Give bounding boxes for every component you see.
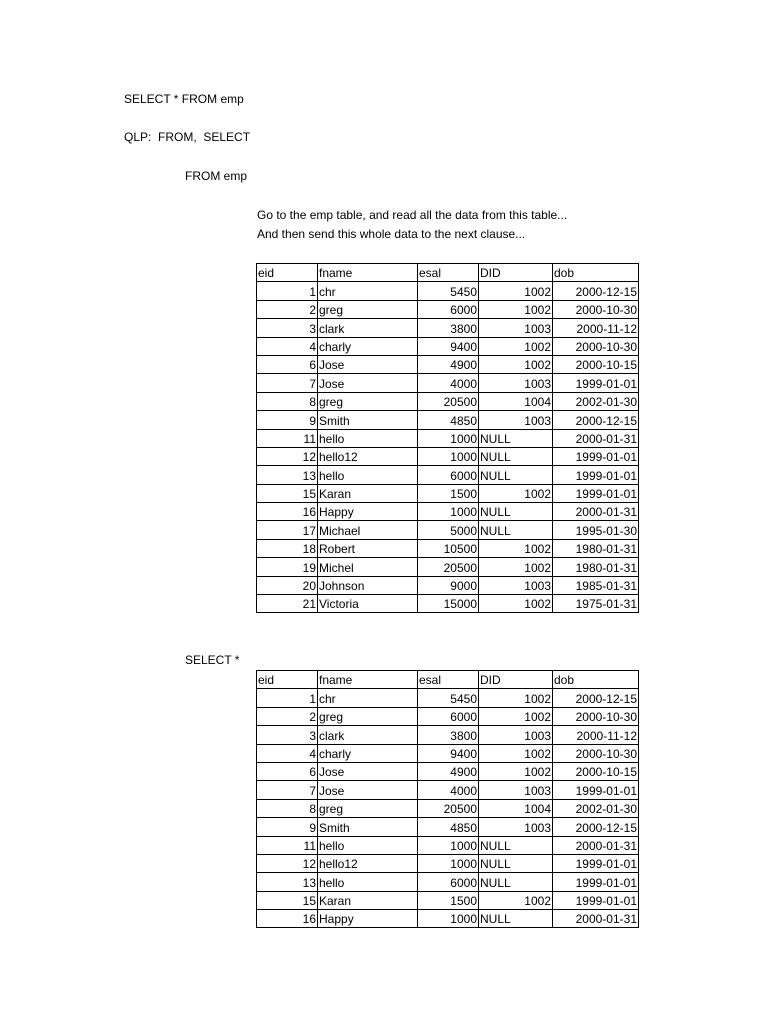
cell-did: 1002 — [479, 300, 553, 318]
table-row — [257, 836, 639, 854]
cell-fname: greg — [318, 300, 418, 318]
table-row — [257, 282, 639, 300]
cell-dob: 1975-01-31 — [553, 595, 639, 613]
table-row — [257, 707, 639, 725]
cell-eid: 6 — [257, 355, 318, 373]
cell-dob: 2000-10-30 — [553, 300, 639, 318]
cell-did: 1003 — [479, 781, 553, 799]
cell-did: NULL — [479, 447, 553, 465]
cell-fname: Victoria — [318, 595, 418, 613]
cell-esal: 1000 — [418, 429, 479, 447]
cell-eid: 12 — [257, 447, 318, 465]
cell-dob: 2002-01-30 — [553, 392, 639, 410]
cell-fname: Michael — [318, 521, 418, 539]
cell-fname: hello12 — [318, 447, 418, 465]
cell-eid: 3 — [257, 726, 318, 744]
cell-esal: 9400 — [418, 337, 479, 355]
table-row — [257, 799, 639, 817]
table-row — [257, 689, 639, 707]
cell-dob: 2000-11-12 — [553, 319, 639, 337]
table-row — [257, 484, 639, 502]
cell-esal: 3800 — [418, 726, 479, 744]
cell-fname: hello — [318, 466, 418, 484]
cell-fname: Karan — [318, 891, 418, 909]
cell-fname: hello — [318, 429, 418, 447]
cell-did: NULL — [479, 836, 553, 854]
cell-fname: hello12 — [318, 854, 418, 872]
cell-eid: 18 — [257, 539, 318, 557]
cell-fname: Jose — [318, 781, 418, 799]
cell-esal: 1000 — [418, 447, 479, 465]
column-header-eid: eid — [257, 264, 318, 282]
cell-dob: 2000-12-15 — [553, 818, 639, 836]
cell-dob: 2000-12-15 — [553, 689, 639, 707]
column-header-did: DID — [479, 671, 553, 689]
column-header-esal: esal — [418, 264, 479, 282]
cell-esal: 20500 — [418, 799, 479, 817]
cell-fname: Smith — [318, 411, 418, 429]
cell-esal: 10500 — [418, 539, 479, 557]
cell-eid: 2 — [257, 300, 318, 318]
cell-eid: 13 — [257, 466, 318, 484]
cell-fname: chr — [318, 689, 418, 707]
from-emp-table — [256, 263, 639, 613]
cell-eid: 1 — [257, 282, 318, 300]
select-result-table — [256, 670, 639, 928]
cell-did: 1003 — [479, 726, 553, 744]
cell-did: 1002 — [479, 282, 553, 300]
column-header-dob: dob — [553, 671, 639, 689]
cell-eid: 2 — [257, 707, 318, 725]
column-header-dob: dob — [553, 264, 639, 282]
cell-dob: 2000-10-15 — [553, 355, 639, 373]
cell-eid: 16 — [257, 503, 318, 521]
cell-dob: 2000-10-30 — [553, 744, 639, 762]
cell-eid: 7 — [257, 374, 318, 392]
cell-eid: 15 — [257, 484, 318, 502]
cell-eid: 9 — [257, 818, 318, 836]
cell-fname: chr — [318, 282, 418, 300]
cell-dob: 2002-01-30 — [553, 799, 639, 817]
cell-did: 1002 — [479, 355, 553, 373]
cell-did: 1002 — [479, 762, 553, 780]
cell-esal: 20500 — [418, 392, 479, 410]
cell-fname: greg — [318, 799, 418, 817]
cell-eid: 12 — [257, 854, 318, 872]
cell-dob: 2000-01-31 — [553, 503, 639, 521]
cell-dob: 2000-12-15 — [553, 411, 639, 429]
table-row — [257, 466, 639, 484]
cell-esal: 1000 — [418, 910, 479, 928]
cell-did: NULL — [479, 429, 553, 447]
table-row — [257, 818, 639, 836]
cell-fname: Jose — [318, 355, 418, 373]
table-row — [257, 319, 639, 337]
cell-dob: 1999-01-01 — [553, 466, 639, 484]
table-row — [257, 411, 639, 429]
cell-dob: 1999-01-01 — [553, 873, 639, 891]
cell-dob: 2000-01-31 — [553, 910, 639, 928]
cell-esal: 6000 — [418, 707, 479, 725]
cell-esal: 5450 — [418, 689, 479, 707]
cell-did: 1002 — [479, 484, 553, 502]
cell-eid: 13 — [257, 873, 318, 891]
cell-dob: 1999-01-01 — [553, 374, 639, 392]
table-header-row — [257, 264, 639, 282]
cell-esal: 5000 — [418, 521, 479, 539]
cell-did: 1004 — [479, 392, 553, 410]
cell-eid: 8 — [257, 392, 318, 410]
cell-esal: 4900 — [418, 355, 479, 373]
cell-eid: 1 — [257, 689, 318, 707]
cell-fname: Happy — [318, 503, 418, 521]
cell-esal: 5450 — [418, 282, 479, 300]
cell-eid: 11 — [257, 836, 318, 854]
cell-esal: 1500 — [418, 891, 479, 909]
cell-esal: 4850 — [418, 818, 479, 836]
cell-dob: 1999-01-01 — [553, 891, 639, 909]
cell-fname: clark — [318, 319, 418, 337]
explanation-line-2: And then send this whole data to the next clause... — [257, 227, 526, 241]
query-text: SELECT * FROM emp — [124, 92, 244, 106]
cell-fname: greg — [318, 392, 418, 410]
cell-esal: 6000 — [418, 300, 479, 318]
table-row — [257, 539, 639, 557]
cell-fname: Robert — [318, 539, 418, 557]
cell-eid: 20 — [257, 576, 318, 594]
cell-did: 1003 — [479, 374, 553, 392]
cell-dob: 1999-01-01 — [553, 447, 639, 465]
cell-esal: 6000 — [418, 466, 479, 484]
cell-eid: 21 — [257, 595, 318, 613]
cell-esal: 15000 — [418, 595, 479, 613]
cell-dob: 1980-01-31 — [553, 558, 639, 576]
cell-eid: 8 — [257, 799, 318, 817]
cell-did: 1004 — [479, 799, 553, 817]
cell-dob: 1999-01-01 — [553, 854, 639, 872]
table-row — [257, 392, 639, 410]
table-row — [257, 447, 639, 465]
table-row — [257, 726, 639, 744]
table-header-row — [257, 671, 639, 689]
cell-dob: 2000-01-31 — [553, 429, 639, 447]
cell-did: 1002 — [479, 744, 553, 762]
cell-dob: 2000-01-31 — [553, 836, 639, 854]
qlp-text: QLP: FROM, SELECT — [124, 130, 251, 144]
cell-eid: 16 — [257, 910, 318, 928]
cell-dob: 2000-10-30 — [553, 337, 639, 355]
cell-eid: 11 — [257, 429, 318, 447]
cell-dob: 1995-01-30 — [553, 521, 639, 539]
cell-fname: hello — [318, 836, 418, 854]
cell-did: 1002 — [479, 595, 553, 613]
table-row — [257, 854, 639, 872]
table-row — [257, 891, 639, 909]
cell-dob: 1980-01-31 — [553, 539, 639, 557]
cell-esal: 4900 — [418, 762, 479, 780]
table-row — [257, 910, 639, 928]
table-row — [257, 429, 639, 447]
from-emp-table-body — [257, 264, 639, 613]
table-row — [257, 595, 639, 613]
cell-dob: 2000-12-15 — [553, 282, 639, 300]
cell-did: 1003 — [479, 576, 553, 594]
cell-did: 1002 — [479, 689, 553, 707]
cell-eid: 15 — [257, 891, 318, 909]
table-row — [257, 576, 639, 594]
cell-dob: 2000-11-12 — [553, 726, 639, 744]
table-row — [257, 355, 639, 373]
explanation-line-1: Go to the emp table, and read all the data from this table... — [257, 208, 568, 222]
cell-esal: 4000 — [418, 781, 479, 799]
cell-did: NULL — [479, 521, 553, 539]
cell-esal: 20500 — [418, 558, 479, 576]
from-heading: FROM emp — [185, 169, 248, 183]
table-row — [257, 374, 639, 392]
column-header-eid: eid — [257, 671, 318, 689]
cell-did: NULL — [479, 503, 553, 521]
cell-fname: charly — [318, 337, 418, 355]
cell-eid: 7 — [257, 781, 318, 799]
table-row — [257, 781, 639, 799]
cell-esal: 1000 — [418, 836, 479, 854]
cell-fname: Karan — [318, 484, 418, 502]
cell-dob: 2000-10-15 — [553, 762, 639, 780]
cell-esal: 6000 — [418, 873, 479, 891]
column-header-fname: fname — [318, 264, 418, 282]
cell-dob: 1999-01-01 — [553, 781, 639, 799]
cell-did: 1003 — [479, 411, 553, 429]
cell-fname: Jose — [318, 762, 418, 780]
cell-eid: 9 — [257, 411, 318, 429]
cell-fname: Smith — [318, 818, 418, 836]
cell-eid: 17 — [257, 521, 318, 539]
cell-did: 1002 — [479, 891, 553, 909]
cell-eid: 4 — [257, 744, 318, 762]
column-header-did: DID — [479, 264, 553, 282]
cell-did: NULL — [479, 910, 553, 928]
cell-eid: 6 — [257, 762, 318, 780]
select-heading: SELECT * — [185, 653, 240, 667]
cell-esal: 9000 — [418, 576, 479, 594]
cell-did: 1003 — [479, 818, 553, 836]
cell-fname: greg — [318, 707, 418, 725]
table-row — [257, 503, 639, 521]
cell-did: NULL — [479, 873, 553, 891]
cell-fname: Johnson — [318, 576, 418, 594]
table-row — [257, 300, 639, 318]
cell-fname: clark — [318, 726, 418, 744]
cell-did: 1002 — [479, 539, 553, 557]
cell-dob: 2000-10-30 — [553, 707, 639, 725]
cell-fname: charly — [318, 744, 418, 762]
cell-eid: 19 — [257, 558, 318, 576]
table-row — [257, 873, 639, 891]
cell-did: 1002 — [479, 337, 553, 355]
cell-dob: 1999-01-01 — [553, 484, 639, 502]
cell-esal: 4850 — [418, 411, 479, 429]
cell-esal: 1000 — [418, 503, 479, 521]
table-row — [257, 744, 639, 762]
cell-eid: 4 — [257, 337, 318, 355]
cell-dob: 1985-01-31 — [553, 576, 639, 594]
cell-esal: 3800 — [418, 319, 479, 337]
cell-fname: hello — [318, 873, 418, 891]
cell-did: 1002 — [479, 707, 553, 725]
cell-did: 1002 — [479, 558, 553, 576]
column-header-esal: esal — [418, 671, 479, 689]
table-row — [257, 558, 639, 576]
cell-did: NULL — [479, 854, 553, 872]
table-row — [257, 337, 639, 355]
cell-fname: Happy — [318, 910, 418, 928]
select-result-table-body — [257, 671, 639, 928]
cell-esal: 4000 — [418, 374, 479, 392]
cell-esal: 1500 — [418, 484, 479, 502]
column-header-fname: fname — [318, 671, 418, 689]
cell-did: NULL — [479, 466, 553, 484]
cell-esal: 9400 — [418, 744, 479, 762]
cell-did: 1003 — [479, 319, 553, 337]
cell-eid: 3 — [257, 319, 318, 337]
table-row — [257, 762, 639, 780]
cell-fname: Michel — [318, 558, 418, 576]
table-row — [257, 521, 639, 539]
cell-fname: Jose — [318, 374, 418, 392]
cell-esal: 1000 — [418, 854, 479, 872]
